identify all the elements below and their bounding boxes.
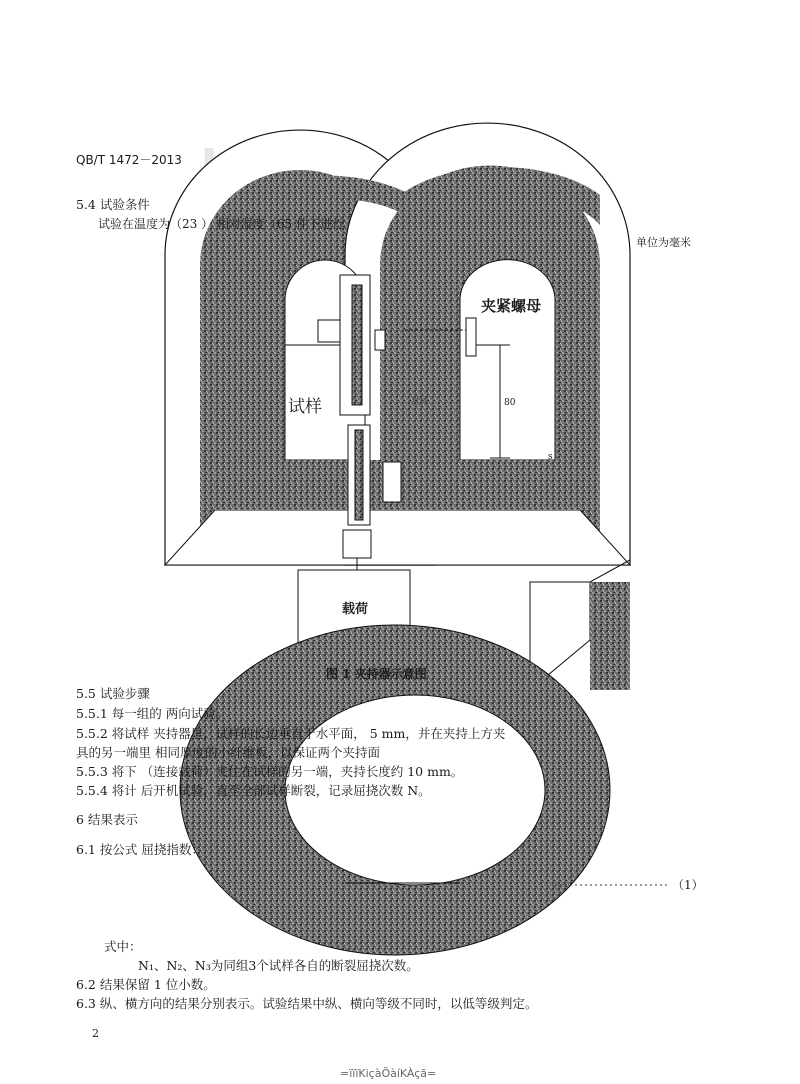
figure-label-nut: 夹紧螺母 xyxy=(481,297,542,315)
footer-text: =ïïïKiçàÕàíKÀçã= xyxy=(340,1067,437,1080)
item-6-1: 6.1 按公式 屈挠指数： xyxy=(76,842,204,857)
figure-dimension-80: 80 xyxy=(504,398,516,408)
section-5-4-body: 试验在温度为（23 ） 相对湿度（65 件下进行。 xyxy=(98,217,356,231)
where-label: 式中： xyxy=(104,939,142,954)
step-5-5-3: 5.5.3 将下 （连接载荷）夹住在试样的另一端，夹持长度约 10 mm。 xyxy=(76,764,464,779)
figure-unit-note: 单位为毫米 xyxy=(636,236,691,249)
page-number: 2 xyxy=(92,1027,99,1040)
section-5-4-heading: 5.4 试验条件 xyxy=(76,197,150,212)
figure-label-small: s xyxy=(548,452,553,462)
step-5-5-2-cont: 具的另一端里 相同厚度的小纤维板，以保证两个夹持面 xyxy=(76,745,380,760)
standard-number: QB/T 1472－2013 xyxy=(76,153,182,167)
item-6-3: 6.3 纵、横方向的结果分别表示。试验结果中纵、横向等级不同时，以低等级判定。 xyxy=(76,996,538,1011)
figure-label-specimen: 试样 xyxy=(288,397,322,417)
step-5-5-1: 5.5.1 每一组的 两向试验。 xyxy=(76,706,229,721)
formula-number: （1） xyxy=(672,878,704,892)
figure-label-load: 载荷 xyxy=(342,602,369,617)
section-6-heading: 6 结果表示 xyxy=(76,812,138,827)
where-text: N₁、N₂、N₃为同组3个试样各自的断裂屈挠次数。 xyxy=(138,958,419,973)
step-5-5-4: 5.5.4 将计 后开机试验，直至全部试样断裂，记录屈挠次数 N。 xyxy=(76,783,431,798)
figure-caption: 图 1 夹持器示意图 xyxy=(326,667,427,681)
item-6-2: 6.2 结果保留 1 位小数。 xyxy=(76,977,216,992)
figure-label-side: 刀具 xyxy=(410,397,429,407)
section-5-5-heading: 5.5 试验步骤 xyxy=(76,686,150,701)
step-5-5-2: 5.5.2 将试样 夹持器里，试样的长边垂直于水平面， 5 mm，并在夹持上方夹 xyxy=(76,726,506,741)
watermark-cube xyxy=(530,560,630,690)
